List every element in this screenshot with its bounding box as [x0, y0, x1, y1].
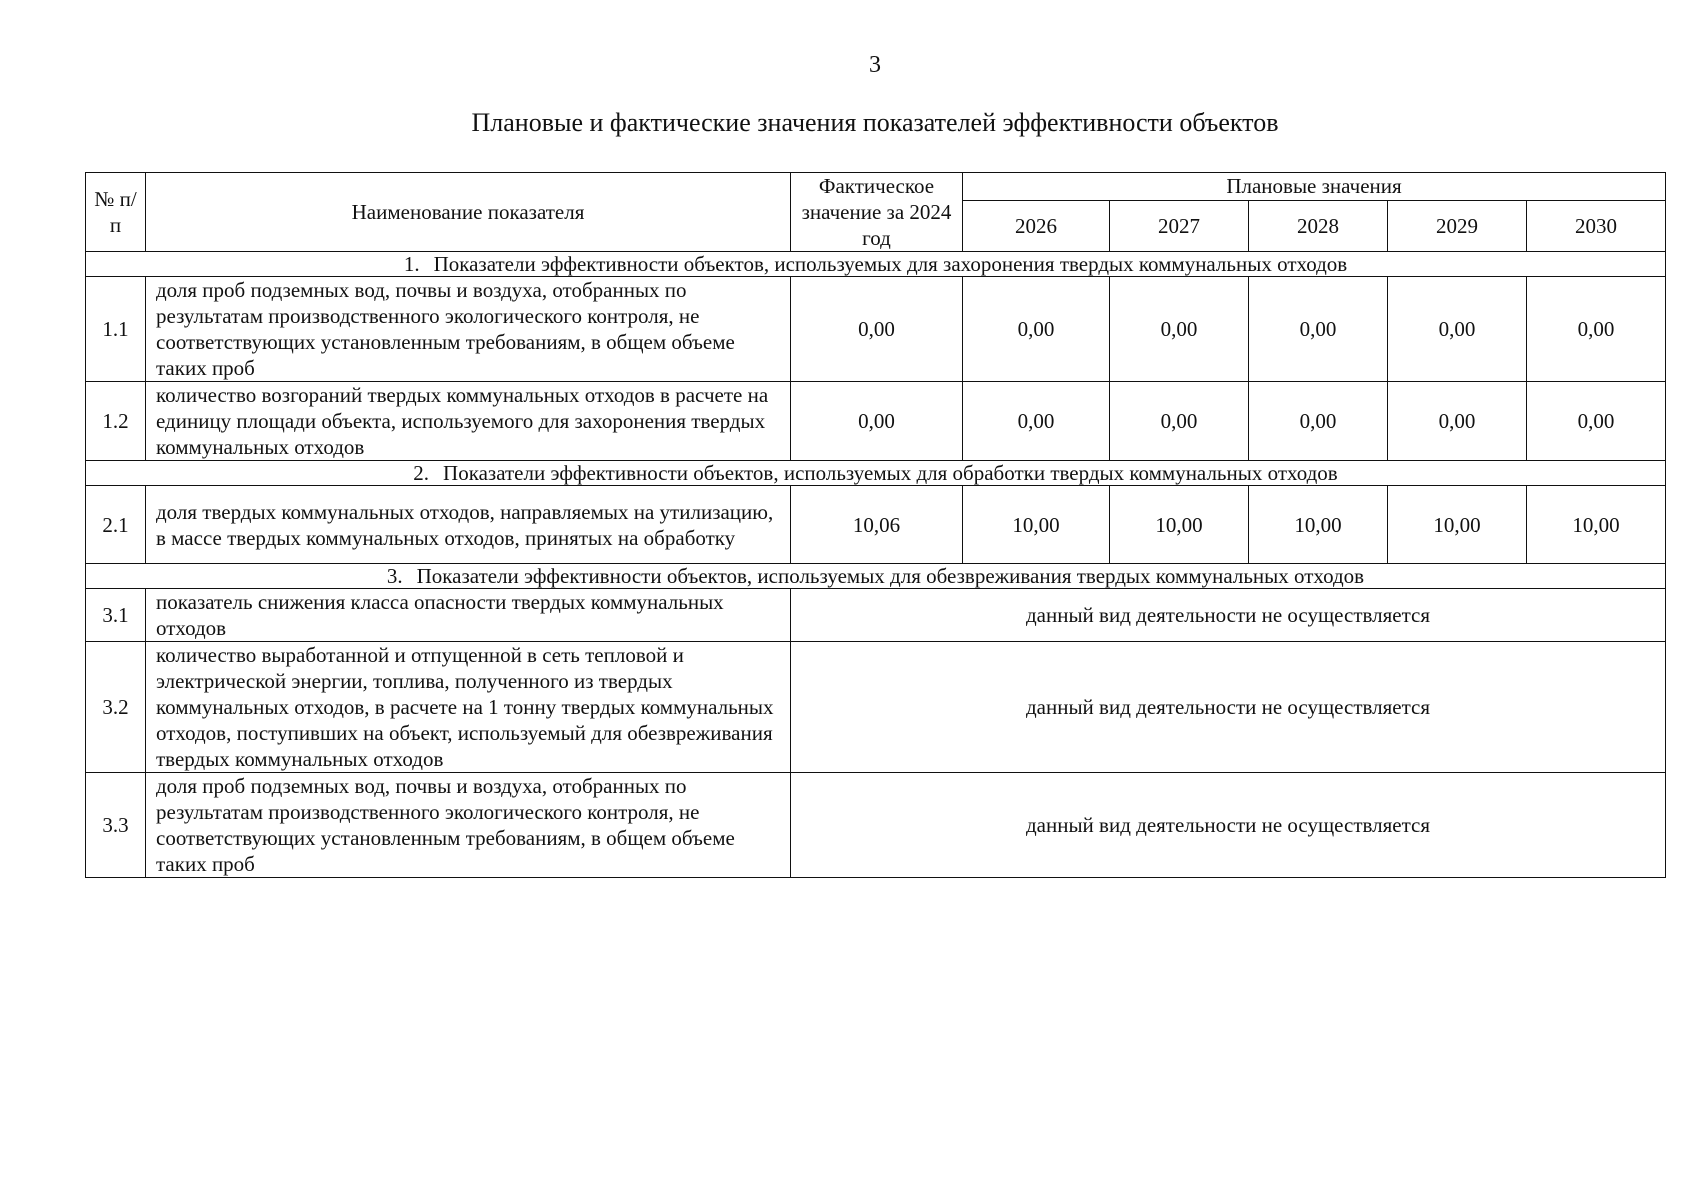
section-title	[86, 252, 1666, 277]
row-name: доля проб подземных вод, почвы и воздуха, отобранных по результатам производственного экологического контроля, не соответствующих установленным требованиям, в общем объеме таких проб	[146, 277, 791, 382]
header-number: № п/п	[86, 173, 146, 252]
row-id: 3.2	[86, 642, 146, 773]
row-actual: 0,00	[791, 277, 963, 382]
header-year: 2026	[963, 200, 1110, 251]
row-plan-value: 0,00	[963, 382, 1110, 461]
row-note: данный вид деятельности не осуществляется	[791, 773, 1666, 878]
section-title	[86, 564, 1666, 589]
section-number: 2.	[413, 461, 430, 485]
row-actual: 10,06	[791, 486, 963, 564]
row-plan-value: 0,00	[1249, 277, 1388, 382]
row-plan-value: 0,00	[1527, 382, 1666, 461]
row-id: 2.1	[86, 486, 146, 564]
row-plan-value: 10,00	[1527, 486, 1666, 564]
row-plan-value: 10,00	[963, 486, 1110, 564]
table-row	[86, 642, 1666, 773]
section-row	[86, 564, 1666, 589]
section-label: Показатели эффективности объектов, используемых для обезвреживания твердых коммунальных отходов	[416, 564, 1365, 588]
header-year: 2029	[1388, 200, 1527, 251]
row-name: количество выработанной и отпущенной в сеть тепловой и электрической энергии, топлива, полученного из твердых коммунальных отходов, в расчете на 1 тонну твердых коммунальных отходов, поступивших на объект, используемый для обезвреживания твердых коммунальных отходов	[146, 642, 791, 773]
row-plan-value: 10,00	[1110, 486, 1249, 564]
section-title	[86, 461, 1666, 486]
row-id: 1.1	[86, 277, 146, 382]
row-name: доля проб подземных вод, почвы и воздуха, отобранных по результатам производственного экологического контроля, не соответствующих установленным требованиям, в общем объеме таких проб	[146, 773, 791, 878]
row-actual: 0,00	[791, 382, 963, 461]
table-row	[86, 277, 1666, 382]
section-number: 1.	[403, 252, 420, 276]
table-header	[86, 173, 1666, 252]
row-plan-value: 10,00	[1388, 486, 1527, 564]
page-number: 3	[869, 52, 881, 78]
row-plan-value: 0,00	[1110, 382, 1249, 461]
header-year: 2028	[1249, 200, 1388, 251]
document-title: Плановые и фактические значения показателей эффективности объектов	[471, 108, 1279, 137]
row-note: данный вид деятельности не осуществляется	[791, 642, 1666, 773]
row-plan-value: 0,00	[1110, 277, 1249, 382]
section-number: 3.	[386, 564, 403, 588]
row-id: 1.2	[86, 382, 146, 461]
row-plan-value: 0,00	[1249, 382, 1388, 461]
row-name: доля твердых коммунальных отходов, направляемых на утилизацию, в массе твердых коммунальных отходов, принятых на обработку	[146, 486, 791, 564]
row-name: показатель снижения класса опасности твердых коммунальных отходов	[146, 589, 791, 642]
section-label: Показатели эффективности объектов, используемых для обработки твердых коммунальных отходов	[443, 461, 1338, 485]
row-plan-value: 10,00	[1249, 486, 1388, 564]
table-row	[86, 589, 1666, 642]
header-year: 2027	[1110, 200, 1249, 251]
metrics-table	[85, 172, 1666, 878]
row-id: 3.1	[86, 589, 146, 642]
header-actual: Фактическое значение за 2024 год	[791, 173, 963, 252]
row-note: данный вид деятельности не осуществляется	[791, 589, 1666, 642]
table-row	[86, 773, 1666, 878]
row-plan-value: 0,00	[1527, 277, 1666, 382]
section-row	[86, 461, 1666, 486]
row-id: 3.3	[86, 773, 146, 878]
header-year: 2030	[1527, 200, 1666, 251]
table-row	[86, 382, 1666, 461]
table-row	[86, 486, 1666, 564]
section-label: Показатели эффективности объектов, используемых для захоронения твердых коммунальных отходов	[433, 252, 1348, 276]
row-plan-value: 0,00	[1388, 382, 1527, 461]
section-row	[86, 252, 1666, 277]
row-plan-value: 0,00	[963, 277, 1110, 382]
row-name: количество возгораний твердых коммунальных отходов в расчете на единицу площади объекта, используемого для захоронения твердых коммунальных отходов	[146, 382, 791, 461]
header-planned: Плановые значения	[963, 173, 1666, 201]
row-plan-value: 0,00	[1388, 277, 1527, 382]
header-name: Наименование показателя	[146, 173, 791, 252]
